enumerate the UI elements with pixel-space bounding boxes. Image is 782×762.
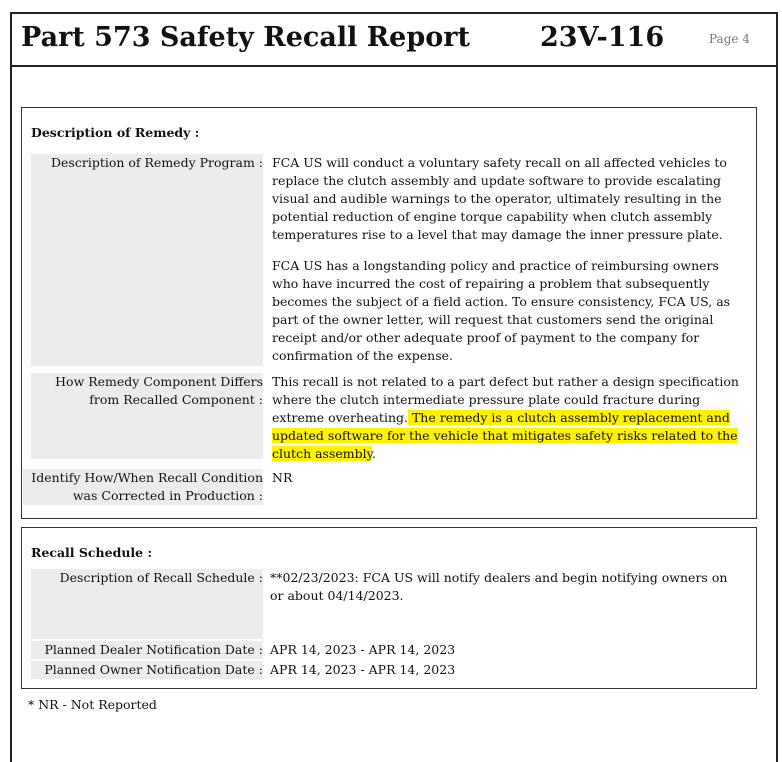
owner-notification-value: APR 14, 2023 - APR 14, 2023 (270, 662, 456, 677)
remedy-section-title: Description of Remedy : (31, 125, 200, 140)
remedy-differs-label (31, 373, 263, 459)
report-id: 23V-116 (540, 22, 665, 53)
remedy-corrected-label (23, 469, 263, 505)
footnote: * NR - Not Reported (28, 697, 157, 712)
remedy-section (21, 107, 757, 519)
schedule-desc-value: **02/23/2023: FCA US will notify dealers and begin notifying owners on or about 04/14/2023. (270, 570, 728, 603)
page-number: Page 4 (709, 32, 750, 46)
remedy-program-label (31, 154, 263, 366)
highlighted-text: The remedy is a clutch assembly replacement and updated software for the vehicle that mitigates safety risks related to the clutch assembly (272, 410, 738, 461)
schedule-desc-label-text: Description of Recall Schedule : (59, 570, 263, 585)
report-page (10, 12, 778, 762)
schedule-desc-label (31, 569, 263, 639)
remedy-differs-label-text: How Remedy Component Differs from Recalled Component : (55, 374, 263, 407)
remedy-corrected-label-text: Identify How/When Recall Condition was Corrected in Production : (31, 470, 263, 503)
remedy-program-label-text: Description of Remedy Program : (51, 155, 263, 170)
remedy-corrected-value: NR (272, 470, 293, 485)
report-header (12, 14, 776, 67)
schedule-section (21, 527, 757, 689)
remedy-differs-text-end: . (372, 446, 377, 461)
remedy-differs-text: This recall is not related to a part defect but rather a design specification where the clutch intermediate pressure plate could fracture during extreme overheating. (272, 374, 739, 425)
dealer-notification-value: APR 14, 2023 - APR 14, 2023 (270, 642, 456, 657)
report-title: Part 573 Safety Recall Report (21, 22, 470, 53)
dealer-notification-label: Planned Dealer Notification Date : (31, 641, 263, 659)
remedy-program-value (272, 154, 746, 378)
owner-notification-label: Planned Owner Notification Date : (31, 661, 263, 679)
remedy-program-paragraph-2: FCA US has a longstanding policy and practice of reimbursing owners who have incurred the cost of repairing a problem that subsequently becomes the subject of a field action. To ensure consistency, FCA US, as part of the owner letter, will request that customers send the original receipt and/or other adequate proof of payment to the company for confirmation of the expense. (272, 258, 731, 363)
remedy-program-paragraph-1: FCA US will conduct a voluntary safety recall on all affected vehicles to replace the clutch assembly and update software to provide escalating visual and audible warnings to the operator, ultimately resulting in the potential reduction of engine torque capability when clutch assembly temperatures rise to a level that may damage the inner pressure plate. (272, 155, 727, 242)
remedy-differs-value (272, 373, 746, 463)
schedule-section-title: Recall Schedule : (31, 545, 153, 560)
